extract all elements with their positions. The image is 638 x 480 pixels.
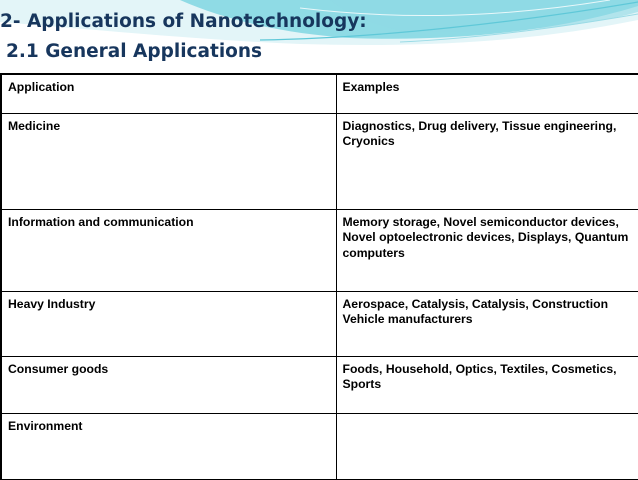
application-cell: Information and communication (1, 209, 336, 291)
table-row (1, 291, 638, 356)
header-cell-application: Application (1, 74, 336, 113)
application-cell: Heavy Industry (1, 291, 336, 356)
table-row (1, 209, 638, 291)
examples-cell: Memory storage, Novel semiconductor devices, Novel optoelectronic devices, Displays, Quantum computers (336, 209, 638, 291)
application-cell: Consumer goods (1, 356, 336, 413)
examples-cell (336, 413, 638, 479)
slide-subtitle: 2.1 General Applications (6, 41, 263, 62)
header-cell-examples: Examples (336, 74, 638, 113)
examples-cell: Diagnostics, Drug delivery, Tissue engineering, Cryonics (336, 113, 638, 209)
examples-cell: Foods, Household, Optics, Textiles, Cosmetics, Sports (336, 356, 638, 413)
application-cell: Medicine (1, 113, 336, 209)
slide-title: 2- Applications of Nanotechnology: (0, 11, 367, 32)
application-cell: Environment (1, 413, 336, 479)
table-row (1, 356, 638, 413)
examples-cell: Aerospace, Catalysis, Catalysis, Construction Vehicle manufacturers (336, 291, 638, 356)
table-header-row (1, 74, 638, 113)
applications-table (0, 73, 638, 480)
table-row (1, 413, 638, 479)
table-row (1, 113, 638, 209)
